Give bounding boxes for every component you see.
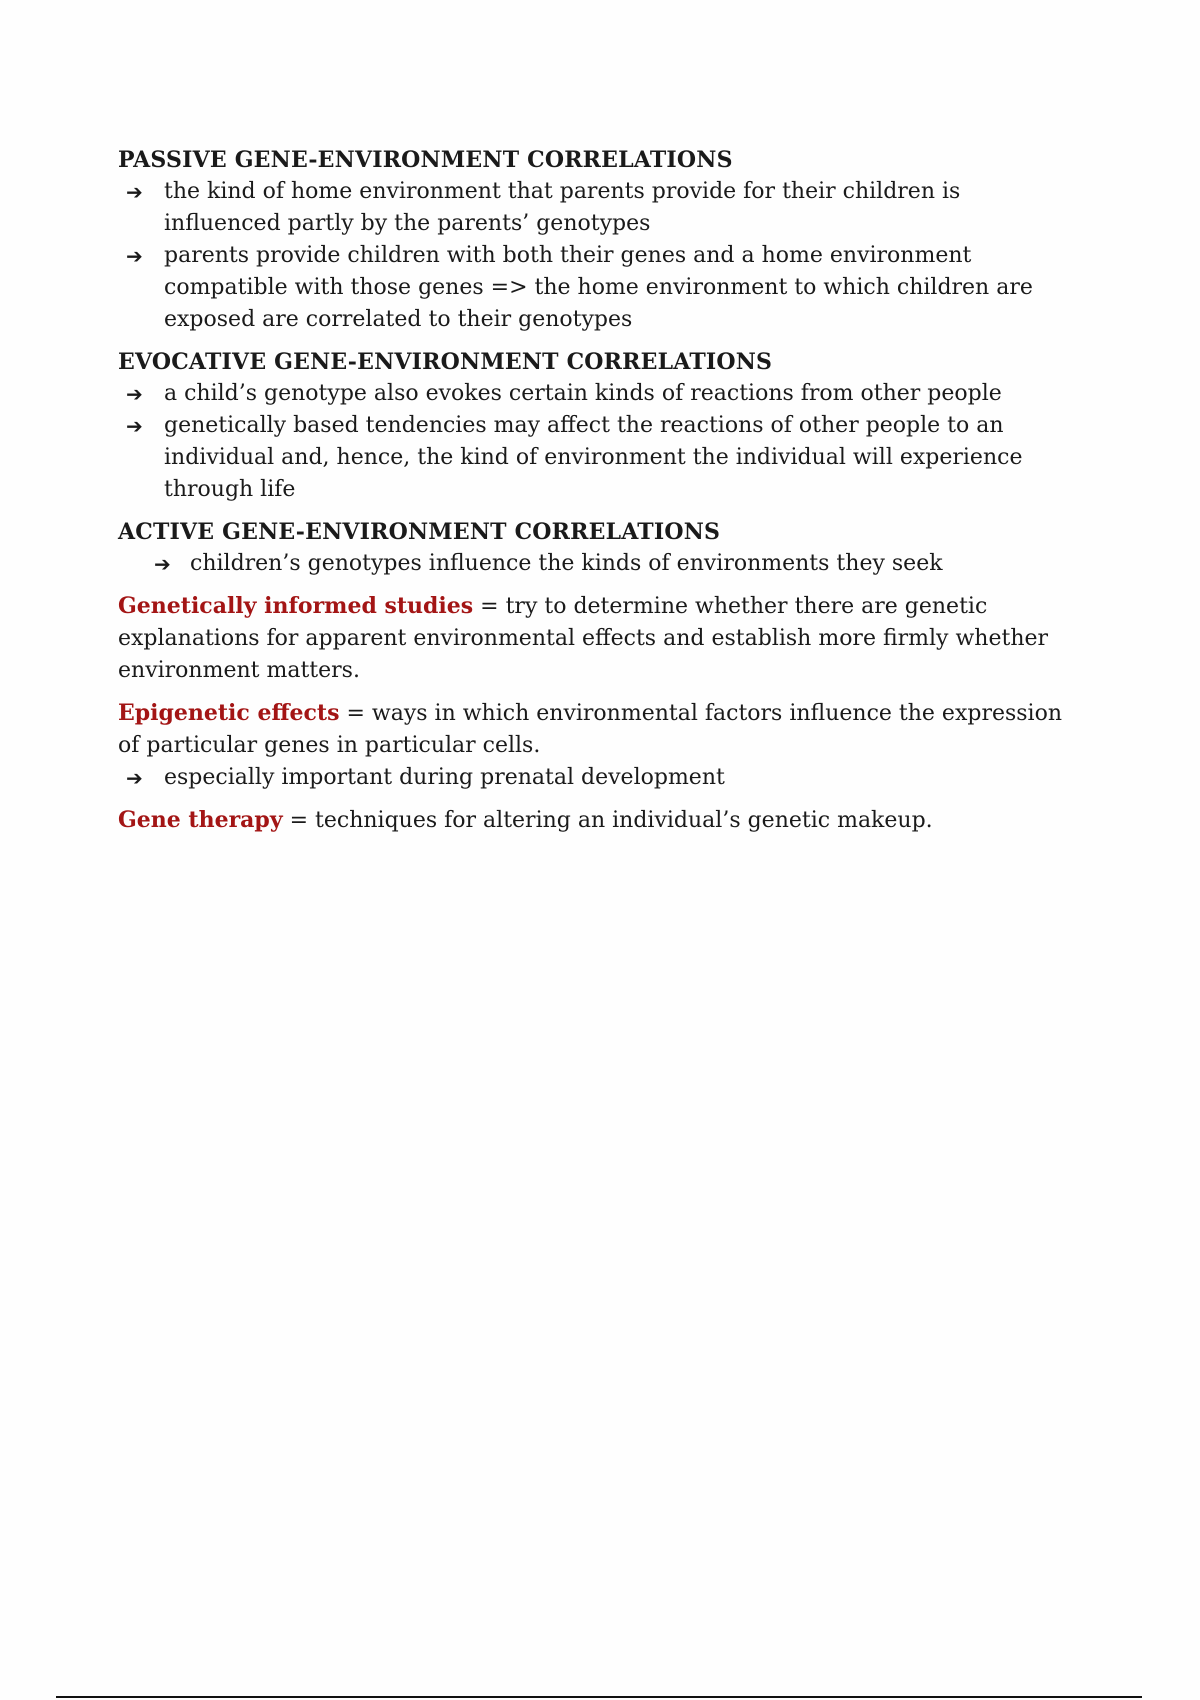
definition-text: = ways in which environmental factors influence the expression of particular genes in particular cells. [118,701,1063,758]
passive-heading: PASSIVE GENE-ENVIRONMENT CORRELATIONS [118,147,733,173]
bullet-text: a child’s genotype also evokes certain kinds of reactions from other people [164,381,1002,406]
right-arrow-icon: ➔ [126,180,143,204]
list-item [118,548,1078,580]
definition-term: Gene therapy [118,807,283,833]
list-item [118,378,1078,410]
list-item [118,176,1078,240]
right-arrow-icon: ➔ [154,552,171,576]
bullet-text: children’s genotypes influence the kinds of environments they seek [190,551,943,576]
gene-therapy-definition [118,804,1078,837]
right-arrow-icon: ➔ [126,414,143,438]
footer-divider [56,1696,1142,1698]
bullet-text: especially important during prenatal development [164,765,725,790]
epigenetic-bullet-list [118,762,1078,794]
active-bullet-list [118,548,1078,580]
bullet-text: parents provide children with both their genes and a home environment compatible with those genes => the home environment to which children are exposed are correlated to their genotypes [164,243,1033,332]
right-arrow-icon: ➔ [126,382,143,406]
list-item [118,240,1078,336]
right-arrow-icon: ➔ [126,766,143,790]
document-content [118,144,1078,847]
epigenetic-definition [118,697,1078,762]
passive-bullet-list [118,176,1078,336]
definition-text: = try to determine whether there are genetic explanations for apparent environmental effects and establish more firmly whether environment matters. [118,594,1049,683]
right-arrow-icon: ➔ [126,244,143,268]
bullet-text: genetically based tendencies may affect the reactions of other people to an individual and, hence, the kind of environment the individual will experience through life [164,413,1023,502]
evocative-bullet-list [118,378,1078,506]
list-item [118,762,1078,794]
active-heading: ACTIVE GENE-ENVIRONMENT CORRELATIONS [118,519,721,545]
definition-term: Epigenetic effects [118,700,340,726]
list-item [118,410,1078,506]
genetically-informed-definition [118,590,1078,687]
bullet-text: the kind of home environment that parents provide for their children is influenced partly by the parents’ genotypes [164,179,961,236]
evocative-heading: EVOCATIVE GENE-ENVIRONMENT CORRELATIONS [118,349,773,375]
definition-text: = techniques for altering an individual’s genetic makeup. [282,808,933,833]
definition-term: Genetically informed studies [118,593,474,619]
